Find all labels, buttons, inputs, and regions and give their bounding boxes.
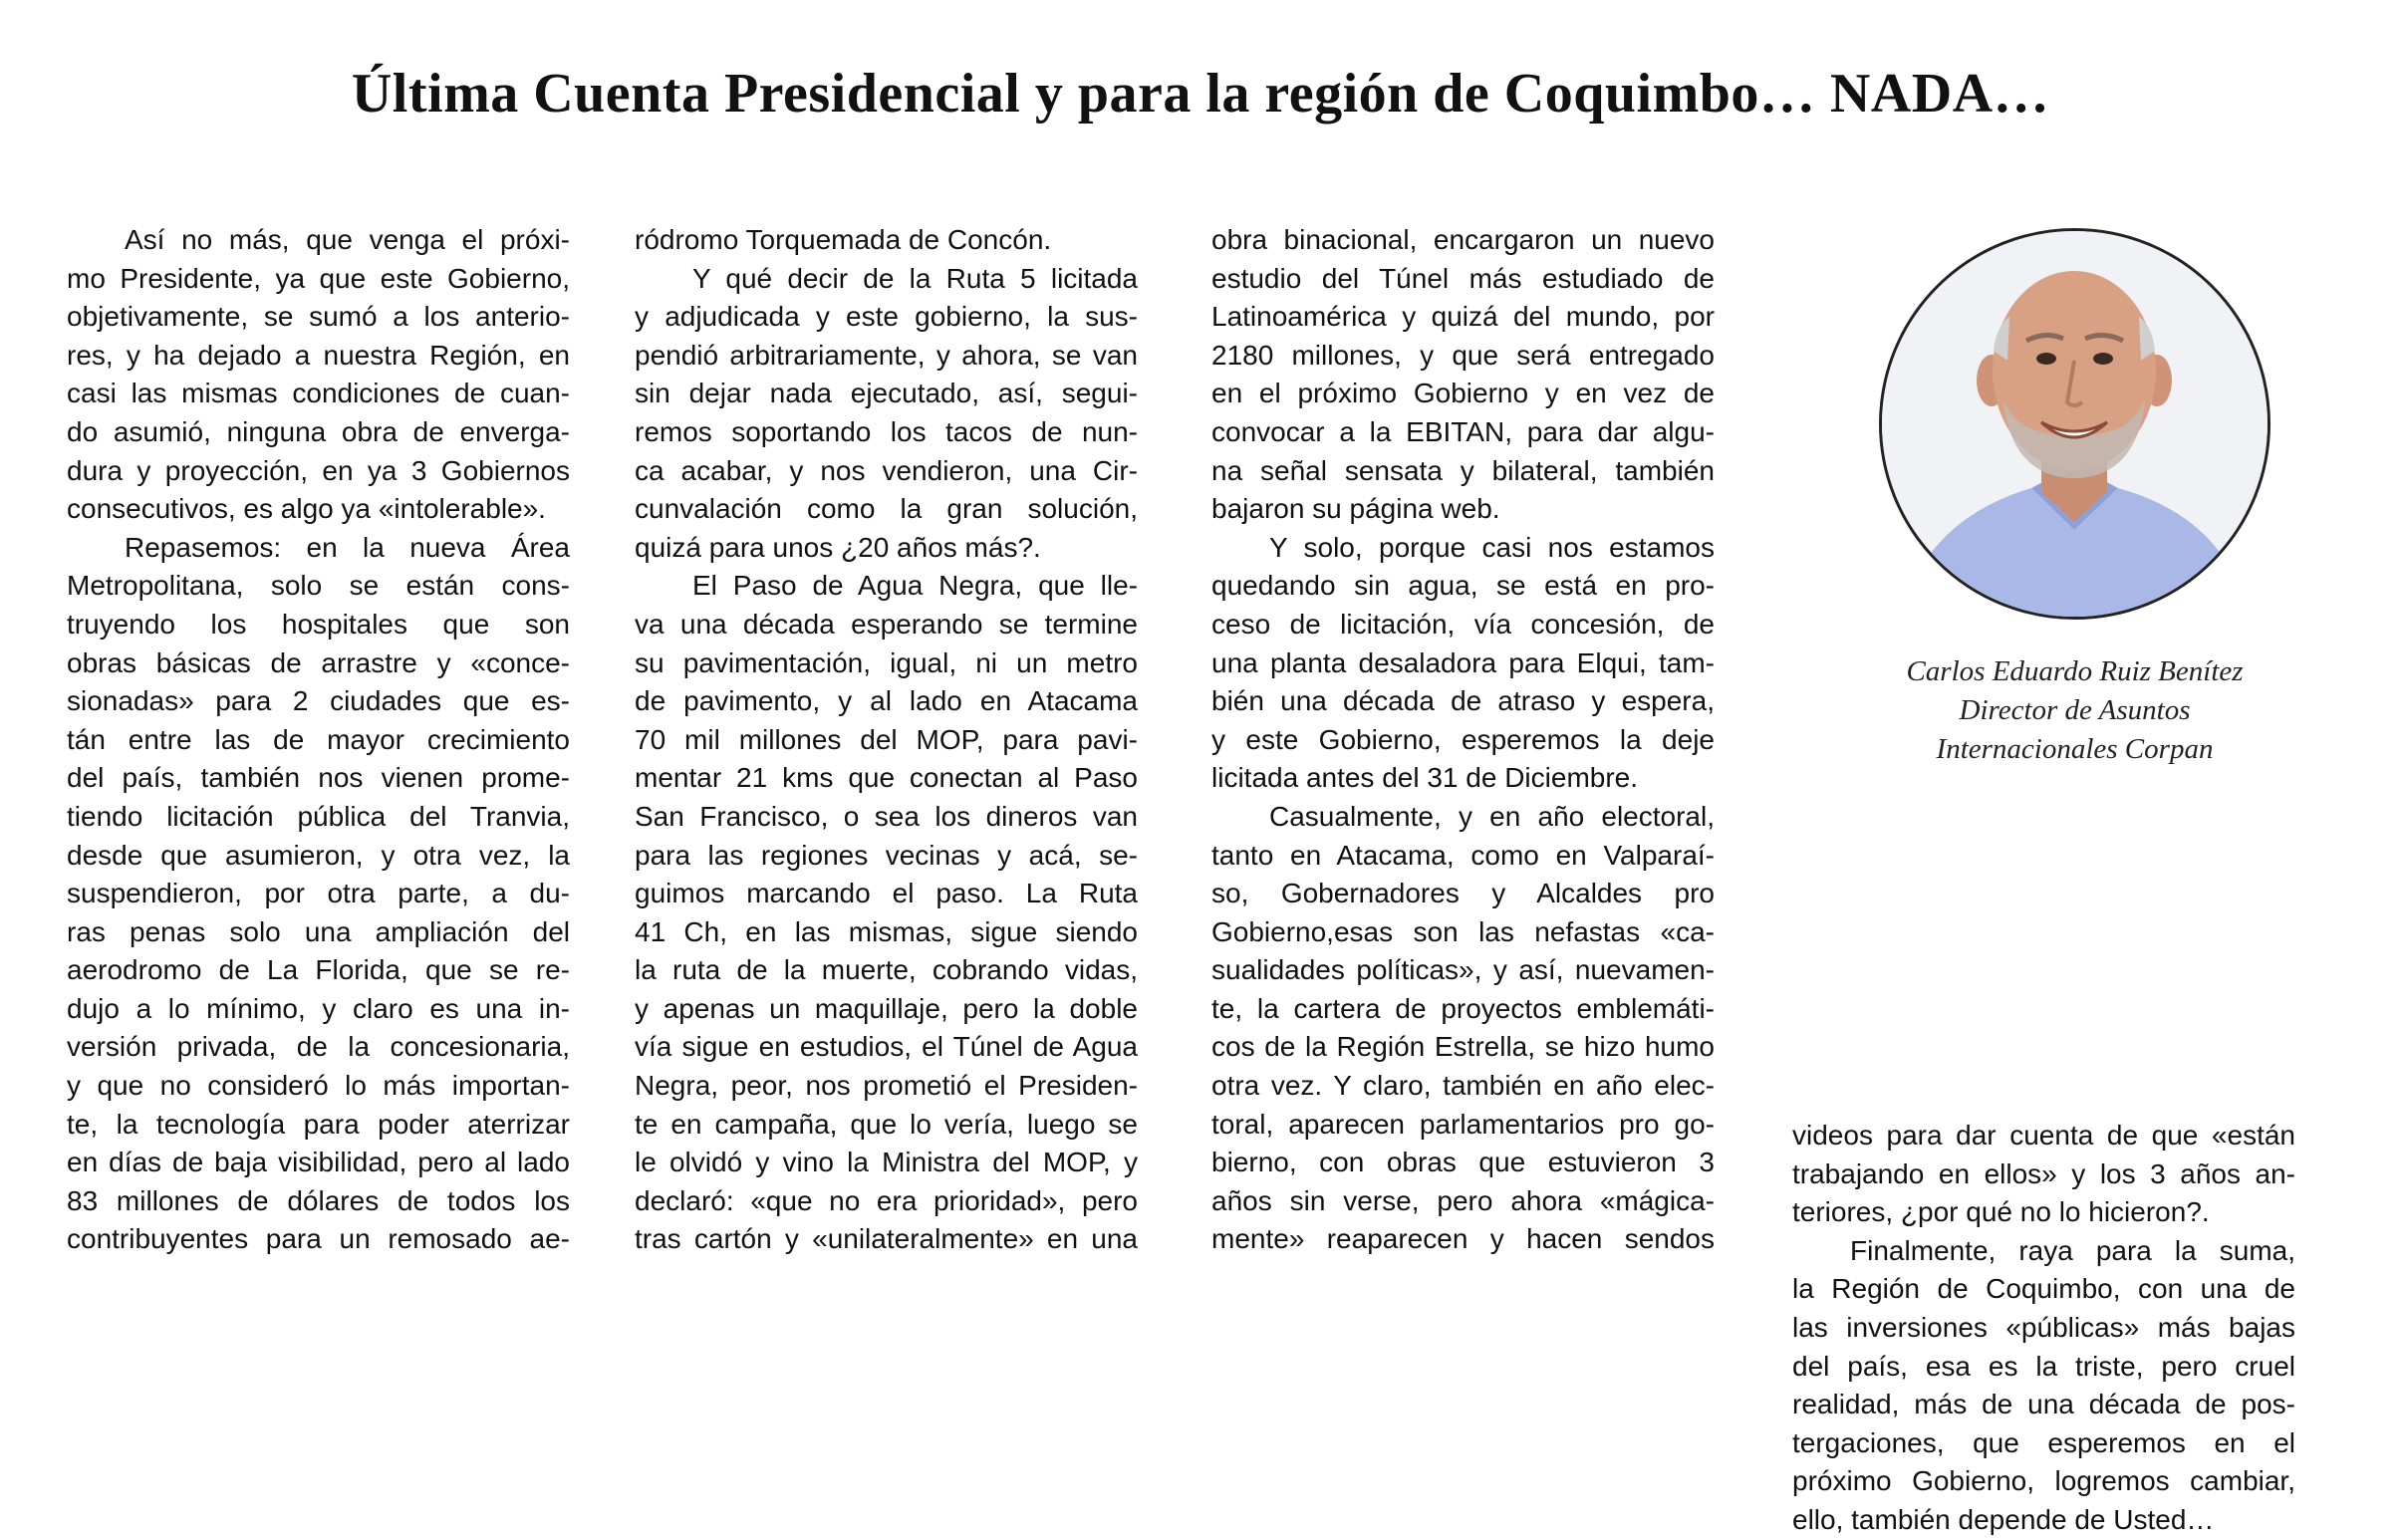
article-line: mentar 21 kms que conectan al Paso bbox=[635, 762, 1138, 794]
article-line: tanto en Atacama, como en Valparaí- bbox=[1211, 839, 1715, 871]
article-line: obra binacional, encargaron un nuevo bbox=[1211, 224, 1715, 255]
article-line: y este Gobierno, esperemos la deje bbox=[1211, 723, 1715, 755]
article-line: del país, también nos vienen prome- bbox=[67, 762, 570, 794]
article-line: tiendo licitación pública del Tranvia, bbox=[67, 800, 570, 832]
article-line: Repasemos: en la nueva Área bbox=[125, 531, 570, 563]
article-column-3 bbox=[1211, 221, 1715, 1259]
article-line: quedando sin agua, se está en pro- bbox=[1211, 570, 1715, 602]
article-line: Gobierno,esas son las nefastas «ca- bbox=[1211, 915, 1715, 947]
article-line: sualidades políticas», y así, nuevamen- bbox=[1211, 954, 1715, 986]
article-line: próximo Gobierno, logremos cambiar, bbox=[1792, 1465, 2295, 1497]
article-line: estudio del Túnel más estudiado de bbox=[1211, 262, 1715, 294]
article-line: te, la tecnología para poder aterrizar bbox=[67, 1108, 570, 1140]
article-line: ceso de licitación, vía concesión, de bbox=[1211, 608, 1715, 640]
article-line: tergaciones, que esperemos en el bbox=[1792, 1426, 2295, 1458]
article-line: guimos marcando el paso. La Ruta bbox=[635, 878, 1138, 909]
article-line: en el próximo Gobierno y en vez de bbox=[1211, 378, 1715, 409]
article-line: 41 Ch, en las mismas, sigue siendo bbox=[635, 915, 1138, 947]
article-line: las inversiones «públicas» más bajas bbox=[1792, 1311, 2295, 1343]
article-line: Y solo, porque casi nos estamos bbox=[1269, 531, 1715, 563]
article-line: San Francisco, o sea los dineros van bbox=[635, 800, 1138, 832]
author-portrait bbox=[1879, 228, 2270, 620]
article-line: convocar a la EBITAN, para dar algu- bbox=[1211, 415, 1715, 447]
article-line: versión privada, de la concesionaria, bbox=[67, 1031, 570, 1063]
article-line: de pavimento, y al lado en Atacama bbox=[635, 685, 1138, 717]
article-line: declaró: «que no era prioridad», pero bbox=[635, 1184, 1138, 1216]
article-line: la Región de Coquimbo, con una de bbox=[1792, 1273, 2295, 1305]
article-line: 2180 millones, y que será entregado bbox=[1211, 339, 1715, 371]
article-line: Así no más, que venga el próxi- bbox=[125, 224, 570, 255]
article-line: so, Gobernadores y Alcaldes pro bbox=[1211, 878, 1715, 909]
article-line: bierno, con obras que estuvieron 3 bbox=[1211, 1147, 1715, 1178]
article-line: en días de baja visibilidad, pero al lado bbox=[67, 1147, 570, 1178]
article-line: sin dejar nada ejecutado, así, segui- bbox=[635, 378, 1138, 409]
article-line: Metropolitana, solo se están cons- bbox=[67, 570, 570, 602]
article-line: bién una década de atraso y espera, bbox=[1211, 685, 1715, 717]
article-line: do asumió, ninguna obra de envergа- bbox=[67, 415, 570, 447]
article-line: videos para dar cuenta de que «están bbox=[1792, 1120, 2295, 1151]
article-line: res, y ha dejado a nuestra Región, en bbox=[67, 339, 570, 371]
article-line: El Paso de Agua Negra, que lle- bbox=[692, 570, 1138, 602]
author-role-line-1: Director de Asuntos bbox=[1959, 694, 2191, 726]
article-line: ca acabar, y nos vendieron, una Cir- bbox=[635, 454, 1138, 486]
author-portrait-image bbox=[1882, 231, 2268, 617]
article-line: vía sigue en estudios, el Túnel de Agua bbox=[635, 1031, 1138, 1063]
article-line: Latinoamérica y quizá del mundo, por bbox=[1211, 301, 1715, 333]
article-line: ródromo Torquemada de Concón. bbox=[635, 224, 1052, 255]
article-line: truyendo los hospitales que son bbox=[67, 608, 570, 640]
article-line: para las regiones vecinas y acá, se- bbox=[635, 839, 1138, 871]
article-line: pendió arbitrariamente, y ahora, se van bbox=[635, 339, 1138, 371]
article-line: tras cartón y «unilateralmente» en una bbox=[635, 1223, 1138, 1255]
article-line: cos de la Región Estrella, se hizo humo bbox=[1211, 1031, 1715, 1063]
article-line: suspendieron, por otra parte, a du- bbox=[67, 878, 570, 909]
article-line: la ruta de la muerte, cobrando vidas, bbox=[635, 954, 1138, 986]
article-line: mente» reaparecen y hacen sendos bbox=[1211, 1223, 1715, 1255]
article-line: y que no consideró lo más importan- bbox=[67, 1070, 570, 1102]
article-line: te, la cartera de proyectos emblemáti- bbox=[1211, 992, 1715, 1024]
article-line: y adjudicada y este gobierno, la sus- bbox=[635, 301, 1138, 333]
article-line: dujo a lo mínimo, y claro es una in- bbox=[67, 992, 570, 1024]
article-line: objetivamente, se sumó a los anterio- bbox=[67, 301, 570, 333]
article-line: teriores, ¿por qué no lo hicieron?. bbox=[1792, 1196, 2210, 1228]
article-column-2 bbox=[635, 221, 1138, 1259]
article-line: ello, también depende de Usted… bbox=[1792, 1503, 2215, 1535]
article-line: obras básicas de arrastre y «conce- bbox=[67, 646, 570, 678]
article-line: sionadas» para 2 ciudades que es- bbox=[67, 685, 570, 717]
article-line: y apenas un maquillaje, pero la doble bbox=[635, 992, 1138, 1024]
article-line: del país, esa es la triste, pero cruel bbox=[1792, 1350, 2295, 1382]
article-column-1 bbox=[67, 221, 570, 1259]
article-line: na señal sensata y bilateral, también bbox=[1211, 454, 1715, 486]
article-line: años sin verse, pero ahora «mágica- bbox=[1211, 1184, 1715, 1216]
author-name: Carlos Eduardo Ruiz Benítez bbox=[1906, 655, 2244, 687]
article-line: Finalmente, raya para la suma, bbox=[1850, 1234, 2295, 1266]
article-line: realidad, más de una década de pos- bbox=[1792, 1389, 2295, 1420]
article-line: consecutivos, es algo ya «intolerable». bbox=[67, 493, 546, 525]
author-caption bbox=[1853, 652, 2296, 769]
article-line: licitada antes del 31 de Diciembre. bbox=[1211, 762, 1639, 794]
article-line: tán entre las de mayor crecimiento bbox=[67, 723, 570, 755]
article-line: dura y proyección, en ya 3 Gobiernos bbox=[67, 454, 570, 486]
article-line: 83 millones de dólares de todos los bbox=[67, 1184, 570, 1216]
article-line: una planta desaladora para Elqui, tam- bbox=[1211, 646, 1715, 678]
article-title: Última Cuenta Presidencial y para la región de Coquimbo… NADA… bbox=[351, 63, 2050, 125]
article-line: Y qué decir de la Ruta 5 licitada bbox=[692, 262, 1138, 294]
author-role-line-2: Internacionales Corpan bbox=[1936, 733, 2214, 765]
article-line: mo Presidente, ya que este Gobierno, bbox=[67, 262, 570, 294]
article-line: toral, aparecen parlamentarios pro go- bbox=[1211, 1108, 1715, 1140]
article-line: aerodromo de La Florida, que se re- bbox=[67, 954, 570, 986]
article-line: cunvalación como la gran solución, bbox=[635, 493, 1138, 525]
article-line: te en campaña, que lo vería, luego se bbox=[635, 1108, 1138, 1140]
article-line: Negra, peor, nos prometió el Presiden- bbox=[635, 1070, 1138, 1102]
article-line: casi las mismas condiciones de cuan- bbox=[67, 378, 570, 409]
article-line: trabajando en ellos» y los 3 años an- bbox=[1792, 1157, 2295, 1189]
article-line: le olvidó y vino la Ministra del MOP, y bbox=[635, 1147, 1138, 1178]
article-line: contribuyentes para un remosado ae- bbox=[67, 1223, 570, 1255]
article-line: bajaron su página web. bbox=[1211, 493, 1500, 525]
article-line: desde que asumieron, y otra vez, la bbox=[67, 839, 570, 871]
article-line: va una década esperando se termine bbox=[635, 608, 1138, 640]
article-line: otra vez. Y claro, también en año elec- bbox=[1211, 1070, 1715, 1102]
article-line: su pavimentación, igual, ni un metro bbox=[635, 646, 1138, 678]
article-line: Casualmente, y en año electoral, bbox=[1269, 800, 1715, 832]
article-column-4 bbox=[1792, 1117, 2295, 1540]
article-line: ras penas solo una ampliación del bbox=[67, 915, 570, 947]
article-line: remos soportando los tacos de nun- bbox=[635, 415, 1138, 447]
article-line: 70 mil millones del MOP, para pavi- bbox=[635, 723, 1138, 755]
article-line: quizá para unos ¿20 años más?. bbox=[635, 531, 1041, 563]
